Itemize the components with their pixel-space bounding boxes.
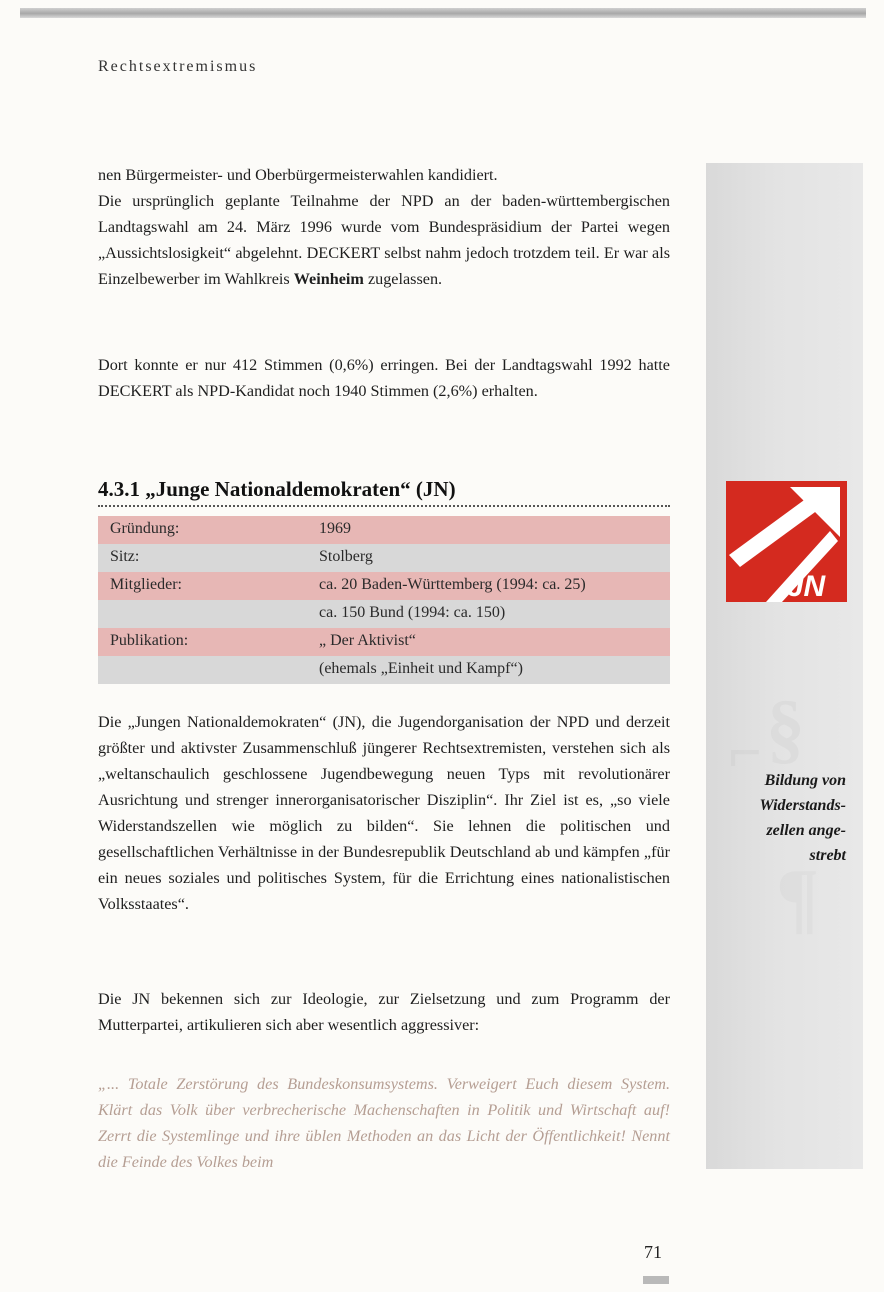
margin-note-line: Bildung von	[764, 772, 846, 789]
table-value: „ Der Aktivist“	[319, 632, 416, 649]
margin-note	[706, 768, 846, 868]
table-value: 1969	[319, 520, 351, 537]
sidebar-watermark-shape: §	[766, 684, 805, 771]
table-row	[98, 600, 670, 628]
jn-logo-text: JN	[786, 570, 826, 602]
emphasis-weinheim: Weinheim	[293, 270, 364, 288]
sidebar-watermark-shape: ⌐	[728, 719, 763, 785]
running-header: Rechtsextremismus	[98, 58, 258, 75]
table-label: Mitglieder:	[110, 576, 182, 593]
margin-note-line: Widerstands-	[759, 797, 846, 814]
table-value: ca. 20 Baden-Württemberg (1994: ca. 25)	[319, 576, 586, 593]
paragraph-jn-ideology: Die JN bekennen sich zur Ideologie, zur Zielsetzung und zum Programm der Mutterpartei, artikulieren sich aber wesentlich aggressiver:	[98, 990, 670, 1034]
paragraph-deckert-candidacy	[98, 188, 670, 292]
paragraph-jn-description: Die „Jungen Nationaldemokraten“ (JN), die Jugendorganisation der NPD und derzeit größter und aktivster Zusammenschluß jüngerer Rechtsextremisten, verstehen sich als „weltanschaulich geschlossene Jugendbewegung neuen Typs mit revolutionärer Ausrichtung und strenger innerorganisatorischer Disziplin“. Ihr Ziel ist es, „so viele Widerstandszellen wie möglich zu bilden“. Sie lehnen die politischen und gesellschaftlichen Verhältnisse in der Bundesrepublik Deutschland ab und kämpfen „für ein neues soziales und politisches System, für die Errichtung eines nationalistischen Volksstaates“.	[98, 713, 670, 913]
jn-logo	[726, 481, 847, 602]
table-row	[98, 572, 670, 600]
table-value: Stolberg	[319, 548, 373, 565]
margin-note-line: zellen ange-	[766, 822, 846, 839]
paragraph-election-results: Dort konnte er nur 412 Stimmen (0,6%) erringen. Bei der Landtagswahl 1992 hatte DECKERT als NPD-Kandidat noch 1940 Stimmen (2,6%) erhalten.	[98, 356, 670, 400]
info-table	[98, 516, 670, 684]
margin-sidebar	[706, 163, 863, 1169]
table-label: Publikation:	[110, 632, 189, 649]
table-row	[98, 516, 670, 544]
top-edge-bar	[20, 8, 866, 18]
table-label: Sitz:	[110, 548, 140, 565]
page-number: 71	[644, 1242, 662, 1262]
page-mark	[643, 1276, 669, 1284]
table-value: ca. 150 Bund (1994: ca. 150)	[319, 604, 506, 621]
paragraph-text: Die ursprünglich geplante Teilnahme der NPD an der baden-württembergischen Landtagswahl am 24. März 1996 wurde vom Bundespräsidium der Partei wegen „Aussichtslosigkeit“ abgelehnt. DECKERT selbst nahm jedoch trotzdem teil. Er war als Einzelbewerber im Wahlkreis	[98, 192, 670, 288]
paragraph-continuation: nen Bürgermeister- und Oberbürgermeisterwahlen kandidiert.	[98, 166, 498, 184]
table-value: (ehemals „Einheit und Kampf“)	[319, 660, 523, 677]
margin-note-line: strebt	[809, 847, 846, 864]
section-heading: 4.3.1 „Junge Nationaldemokraten“ (JN)	[98, 477, 456, 501]
heading-dotted-rule	[98, 505, 670, 507]
table-row	[98, 656, 670, 684]
table-label: Gründung:	[110, 520, 180, 537]
sidebar-watermark-shape: ¶	[776, 854, 820, 942]
table-row	[98, 628, 670, 656]
quote-block: „... Totale Zerstörung des Bundeskonsumsystems. Verweigert Euch diesem System. Klärt das Volk über verbrecherische Machenschaften in Politik und Wirtschaft auf! Zerrt die Systemlinge und ihre üblen Methoden an das Licht der Öffentlichkeit! Nennt die Feinde des Volkes beim	[98, 1075, 670, 1171]
table-row	[98, 544, 670, 572]
paragraph-text: zugelassen.	[363, 270, 443, 288]
